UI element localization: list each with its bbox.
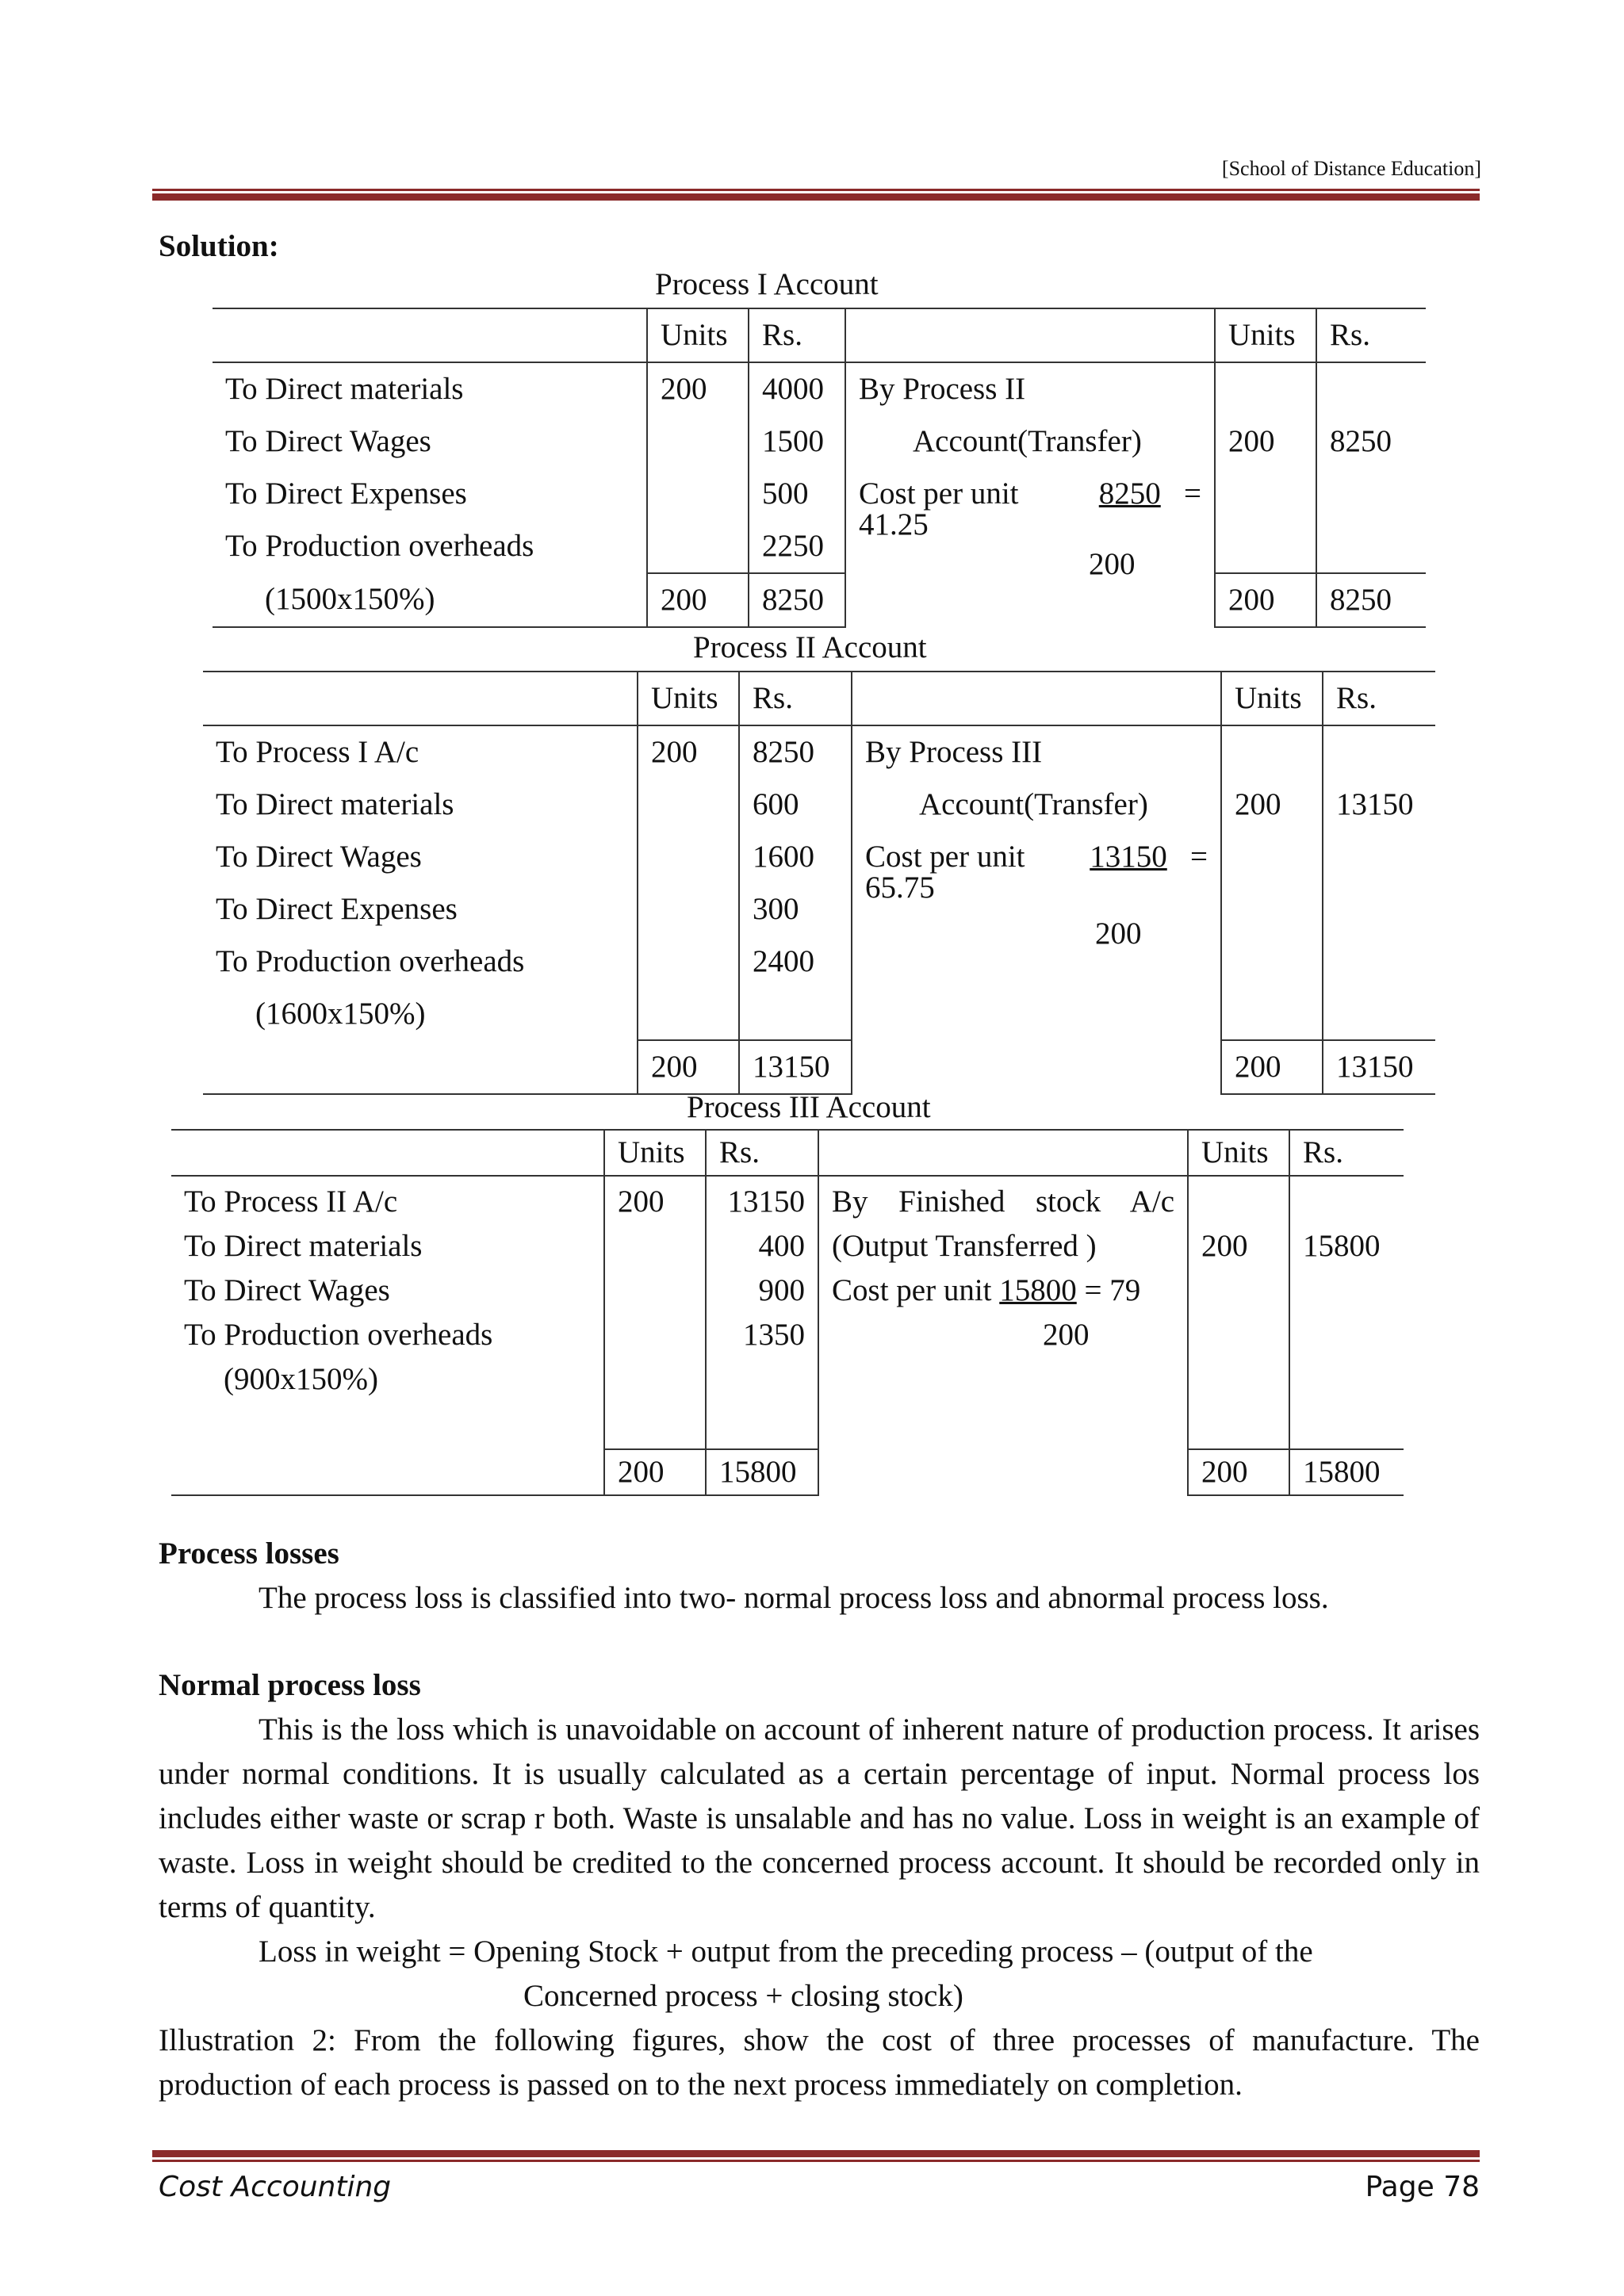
p1-total-rs-cr: 8250	[1316, 573, 1426, 627]
p1-debit-label: To Direct materials	[225, 372, 464, 406]
p3-total-units: 200	[604, 1449, 706, 1495]
p3-cpu-line	[832, 1269, 1174, 1313]
p3-total-units-cr: 200	[1188, 1449, 1289, 1495]
p3-debit-rs: 1350	[743, 1318, 805, 1352]
p2-debit-label: To Direct Wages	[216, 840, 422, 874]
p3-units-header-cr: Units	[1188, 1130, 1289, 1176]
p3-debit-note: (900x150%)	[224, 1362, 378, 1396]
p2-total-rs: 13150	[739, 1040, 852, 1094]
solution-label: Solution:	[159, 229, 279, 263]
p1-debit-rs: 2250	[762, 529, 824, 563]
p2-units-header: Units	[638, 672, 739, 725]
p1-debit-rs: 1500	[762, 424, 824, 458]
p2-credit-line2: Account(Transfer)	[919, 787, 1148, 821]
p3-rs-header-cr: Rs.	[1289, 1130, 1404, 1176]
process3-table	[171, 1129, 1404, 1496]
p2-rs-header-cr: Rs.	[1323, 672, 1435, 725]
p1-debit-label: To Production overheads	[225, 529, 534, 563]
p1-debit-rs: 500	[762, 476, 809, 511]
p2-cpu-label: Cost per unit	[865, 840, 1025, 874]
p2-debit-units: 200	[651, 735, 698, 769]
p2-total-units-cr: 200	[1221, 1040, 1323, 1094]
p3-debit-units: 200	[618, 1184, 665, 1219]
formula-line1: Loss in weight = Opening Stock + output from the preceding process – (output of the	[259, 1934, 1313, 1969]
p3-debit-label: To Direct materials	[184, 1229, 423, 1263]
p1-debit-label: To Direct Expenses	[225, 476, 467, 511]
p2-rs-header: Rs.	[739, 672, 852, 725]
p1-debit-note: (1500x150%)	[213, 573, 647, 627]
header-rule	[152, 189, 1480, 201]
footer-page-number: Page 78	[1365, 2171, 1480, 2203]
p2-credit-line1: By Process III	[865, 735, 1043, 769]
p2-debit-label: To Production overheads	[216, 944, 525, 978]
formula-line2: Concerned process + closing stock)	[523, 1979, 963, 2013]
p2-units-header-cr: Units	[1221, 672, 1323, 725]
p2-total-units: 200	[638, 1040, 739, 1094]
p3-cpu-num: 15800	[999, 1273, 1077, 1307]
p1-debit-units: 200	[661, 372, 707, 406]
p1-debit-label: To Direct Wages	[225, 424, 431, 458]
p1-units-header-cr: Units	[1215, 308, 1316, 362]
normal-loss-text: This is the loss which is unavoidable on account of inherent nature of production process. It arises under normal conditions. It is usually calculated as a certain percentage of input. Normal process los includes either waste or scrap r both. Waste is unsalable and has no value. Loss in weight is an example of waste. Loss in weight should be credited to the concerned process account. It should be recorded only in terms of quantity.	[159, 1712, 1480, 1924]
p1-cpu-label: Cost per unit	[859, 476, 1019, 511]
p1-units-header: Units	[647, 308, 749, 362]
p3-credit-rs: 15800	[1289, 1176, 1404, 1449]
p3-total-rs: 15800	[706, 1449, 818, 1495]
p3-debit-rs: 900	[758, 1273, 805, 1307]
process-losses-heading: Process losses	[159, 1536, 339, 1571]
p2-debit-rs: 1600	[753, 840, 814, 874]
p3-debit-rs: 13150	[727, 1184, 805, 1219]
footer-rule	[152, 2150, 1480, 2162]
p1-cpu-num: 8250	[1098, 476, 1161, 511]
p2-credit-units: 200	[1221, 725, 1323, 1040]
p3-rs-header: Rs.	[706, 1130, 818, 1176]
p3-units-header: Units	[604, 1130, 706, 1176]
p2-debit-rs: 2400	[753, 944, 814, 978]
p2-cpu-eq: =	[1190, 840, 1208, 874]
p1-cpu-result: 41.25	[859, 507, 929, 541]
p3-debit-label: To Direct Wages	[184, 1273, 390, 1307]
p1-total-units: 200	[647, 573, 749, 627]
process2-title: Process II Account	[693, 630, 927, 664]
footer-book-title: Cost Accounting	[159, 2171, 392, 2203]
p2-debit-note: (1600x150%)	[255, 997, 426, 1031]
p3-total-rs-cr: 15800	[1289, 1449, 1404, 1495]
process2-table	[203, 671, 1435, 1095]
p1-credit-units: 200	[1215, 362, 1316, 573]
p1-debit-rs: 4000	[762, 372, 824, 406]
process1-title: Process I Account	[655, 267, 879, 301]
illustration-text: Illustration 2: From the following figures, show the cost of three processes of manufacture. The production of each process is passed on to the next process immediately on completion.	[159, 2023, 1480, 2102]
p3-cpu-eq: = 79	[1084, 1273, 1141, 1307]
header-institution: [School of Distance Education]	[1221, 157, 1481, 180]
p1-total-rs: 8250	[749, 573, 845, 627]
p3-credit-units: 200	[1188, 1176, 1289, 1449]
p1-credit-line2: Account(Transfer)	[913, 424, 1142, 458]
p2-cpu-result: 65.75	[865, 871, 935, 905]
p3-cpu-label: Cost per unit	[832, 1273, 992, 1307]
p2-credit-rs: 13150	[1323, 725, 1435, 1040]
p1-credit-line1: By Process II	[859, 372, 1026, 406]
p2-debit-rs: 8250	[753, 735, 814, 769]
p2-debit-rs: 600	[753, 787, 799, 821]
process1-table	[213, 308, 1426, 628]
p1-cpu-den: 200	[1089, 547, 1136, 581]
p1-cpu-eq: =	[1184, 476, 1201, 511]
p1-rs-header-cr: Rs.	[1316, 308, 1426, 362]
p2-cpu-num: 13150	[1090, 840, 1167, 874]
p3-debit-label: To Production overheads	[184, 1318, 493, 1352]
p1-rs-header: Rs.	[749, 308, 845, 362]
normal-loss-heading: Normal process loss	[159, 1668, 421, 1702]
p2-debit-rs: 300	[753, 892, 799, 926]
p2-total-rs-cr: 13150	[1323, 1040, 1435, 1094]
p3-credit-line1: By Finished stock A/c	[832, 1184, 1174, 1219]
p3-debit-rs: 400	[758, 1229, 805, 1263]
p3-credit-line2: (Output Transferred )	[832, 1229, 1097, 1263]
p3-cpu-den: 200	[1043, 1318, 1090, 1352]
p2-debit-label: To Process I A/c	[216, 735, 419, 769]
p1-credit-rs: 8250	[1316, 362, 1426, 573]
p2-cpu-den: 200	[1095, 916, 1142, 951]
p3-debit-label: To Process II A/c	[184, 1184, 398, 1219]
process-losses-text: The process loss is classified into two- normal process loss and abnormal process loss.	[259, 1581, 1329, 1615]
process3-title: Process III Account	[687, 1090, 931, 1124]
p2-debit-label: To Direct Expenses	[216, 892, 458, 926]
p2-debit-label: To Direct materials	[216, 787, 454, 821]
p1-total-units-cr: 200	[1215, 573, 1316, 627]
